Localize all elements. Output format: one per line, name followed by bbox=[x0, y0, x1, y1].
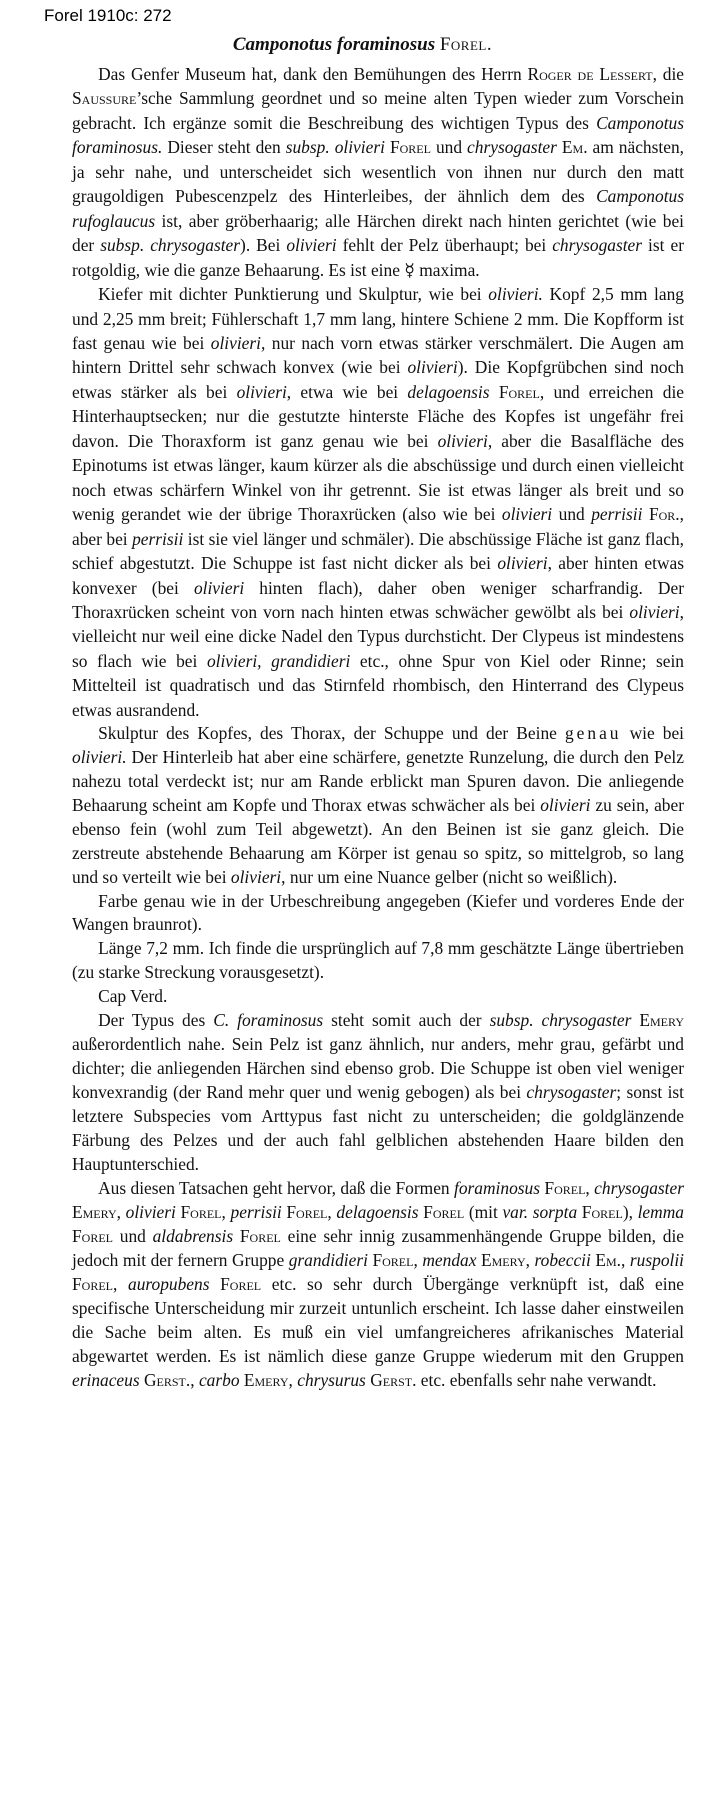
text-run: , bbox=[327, 1202, 337, 1223]
italic-run: grandidieri bbox=[288, 1250, 368, 1271]
text-run: außerordentlich nahe. Sein Pelz ist ganz ähnlich, nur anders, mehr grau, gefärbt und dichter; die anliegenden Härchen sind ebenso grob. Die Schuppe ist oben viel weniger konvexrandig (der Rand mehr quer und wenig gebogen) als bei bbox=[72, 1034, 684, 1102]
italic-run: olivieri bbox=[125, 1202, 176, 1223]
italic-run: chrysogaster bbox=[526, 1081, 617, 1102]
smallcaps-run: Roger de Lessert bbox=[527, 64, 653, 84]
italic-run: olivieri bbox=[437, 430, 488, 451]
text-run: am nächsten, ja sehr nahe, und unterscheidet sich wesentlich von ihnen nur durch den matt graugoldigen Pubescenzpelz des Hinterleibes, der ähnlich dem des bbox=[72, 137, 684, 207]
text-run: und bbox=[113, 1226, 153, 1247]
text-run: zu sein, aber ebenso fein (wohl zum Teil abgewetzt). An den Beinen ist sie ganz gleich. Die zerstreute abstehende Behaarung am Körper ist genau so spitz, so mittelgrob, so lang und so verteilt wie bei bbox=[72, 794, 684, 887]
paragraph-head-thorax bbox=[72, 282, 684, 722]
paragraph-length bbox=[72, 937, 684, 985]
smallcaps-run: Emery bbox=[639, 1010, 684, 1031]
text-run: und bbox=[430, 137, 468, 158]
italic-run: auropubens bbox=[128, 1274, 210, 1295]
italic-run: ruspolii bbox=[629, 1250, 685, 1271]
text-run: und bbox=[552, 504, 592, 525]
text-run: fehlt der Pelz überhaupt; bei bbox=[336, 235, 553, 256]
italic-run: robeccii bbox=[534, 1250, 591, 1271]
smallcaps-run: Emery bbox=[243, 1370, 289, 1391]
text-run: , bbox=[525, 1250, 535, 1271]
text-run: etc. so sehr durch Übergänge verknüpft ist, daß eine specifische Unterscheidung mir zurzeit untunlich erscheint. Ich lasse daher einstweilen die Sache beim alten. Es muß ein viel umfangreicheres afrikanisches Material abgewartet werden. Es ist nämlich diese ganze Gruppe wiederum mit den Gruppen bbox=[72, 1274, 684, 1367]
italic-run: chrysogaster bbox=[552, 235, 643, 256]
text-run: , aber die Basalfläche des Epinotums ist etwas länger, kaum kürzer als die abschüssige und durch einen vielleicht noch etwas schärfern Winkel von ihr getrennt. Sie ist etwas länger als breit und so wenig gerandet wie der übrige Thoraxrücken (also wie bei bbox=[72, 430, 685, 525]
text-run: ). Die Kopfgrübchen sind noch etwas stärker als bei bbox=[72, 357, 684, 402]
italic-run: olivieri, grandidieri bbox=[206, 650, 351, 671]
italic-run: perrisii bbox=[591, 504, 643, 525]
text-run: , bbox=[621, 1250, 630, 1271]
italic-run: olivieri bbox=[497, 553, 548, 574]
text-run: , bbox=[413, 1250, 423, 1271]
italic-run: erinaceus bbox=[72, 1370, 140, 1391]
italic-run: subsp. chrysogaster bbox=[100, 235, 241, 256]
italic-run: chrysurus bbox=[297, 1370, 366, 1391]
paragraph-comparison bbox=[72, 1009, 684, 1176]
text-run: Aus diesen Tatsachen geht hervor, daß die Formen bbox=[98, 1178, 454, 1199]
body-text bbox=[72, 62, 684, 1392]
text-run: , nur um eine Nuance gelber (nicht so weißlich). bbox=[281, 866, 618, 887]
smallcaps-run: Forel bbox=[423, 1202, 465, 1223]
smallcaps-run: Gerst. bbox=[370, 1370, 417, 1391]
paragraph-locality bbox=[72, 985, 684, 1009]
text-run: , bbox=[113, 1274, 129, 1295]
title-species: Camponotus foraminosus bbox=[232, 34, 436, 55]
text-run: , die bbox=[652, 64, 685, 84]
italic-run: delagoensis bbox=[407, 381, 490, 402]
paragraph-conclusion bbox=[72, 1176, 684, 1392]
paragraph-color bbox=[72, 890, 684, 938]
text-run: Kopf 2,5 mm lang und 2,25 mm breit; Fühlerschaft 1,7 mm lang, hintere Schiene 2 mm. Die Kopfform ist fast genau wie bei bbox=[72, 284, 684, 353]
smallcaps-run: Em. bbox=[561, 137, 588, 158]
text-run: ist er rotgoldig, wie die ganze Behaarung. Es ist eine ☿ maxima. bbox=[72, 235, 684, 280]
italic-run: olivieri, bbox=[210, 332, 266, 353]
text-run bbox=[490, 382, 499, 402]
paragraph-description bbox=[72, 62, 684, 282]
text-run: Dieser steht den bbox=[162, 137, 286, 158]
italic-run: C. foraminosus bbox=[213, 1010, 324, 1031]
text-run: Cap Verd. bbox=[98, 986, 168, 1007]
text-run: , aber bei bbox=[72, 504, 684, 549]
smallcaps-run: For. bbox=[648, 504, 680, 525]
text-run: , vielleicht nur weil eine dicke Nadel den Typus durchsticht. Der Clypeus ist mindestens so flach wie bei bbox=[72, 601, 684, 671]
text-run: ist sie viel länger und schmäler). Die abschüssige Fläche ist ganz flach, schief abgestutzt. Die Schuppe ist fast nicht dicker als bei bbox=[72, 528, 684, 574]
text-run: Kiefer mit dichter Punktierung und Skulptur, wie bei bbox=[98, 284, 489, 305]
text-run: Der Typus des bbox=[98, 1010, 214, 1031]
text-run: , aber hinten etwas konvexer (bei bbox=[72, 553, 684, 598]
text-run: ). Bei bbox=[240, 235, 287, 256]
italic-run: mendax bbox=[422, 1250, 477, 1271]
italic-run: chrysogaster bbox=[467, 137, 557, 158]
italic-run: delagoensis bbox=[336, 1202, 419, 1223]
text-run: etc., ohne Spur von Kiel oder Rinne; sein Mittelteil ist quadratisch und das Stirnfeld rhombisch, den Hinterrand des Clypeus etwas ausrandend. bbox=[72, 650, 685, 720]
text-run: , etwa wie bei bbox=[286, 381, 408, 402]
italic-run: olivieri bbox=[193, 577, 245, 598]
text-run bbox=[233, 1226, 240, 1246]
text-run: , bbox=[190, 1370, 199, 1391]
smallcaps-run: Forel bbox=[389, 137, 431, 158]
text-run: ), bbox=[622, 1202, 638, 1223]
italic-run: Camponotus foraminosus. bbox=[72, 112, 684, 158]
text-run: hinten flach), daher oben weniger scharfrandig. Der Thoraxrücken scheint von vorn nach hinten etwas schwächer gewölbt als bei bbox=[72, 577, 684, 622]
text-run: , bbox=[116, 1202, 126, 1223]
smallcaps-run: Emery bbox=[72, 1202, 117, 1223]
italic-run: olivieri bbox=[230, 866, 282, 887]
italic-run: var. sorpta bbox=[502, 1202, 578, 1223]
text-run: nur nach vorn etwas stärker verschmälert. Die Augen am hintern Drittel sehr schwach konvex (wie bei bbox=[72, 332, 684, 378]
text-run: Der Hinterleib hat aber eine schärfere, genetzte Runzelung, die durch den Pelz nahezu total verdeckt ist; nur am Rande erblickt man Spuren davon. Die anliegende Behaarung scheint am Kopfe und Thorax etwas schwächer als bei bbox=[72, 747, 684, 815]
text-run: etc. ebenfalls sehr nahe verwandt. bbox=[416, 1370, 657, 1391]
spaced-run: genau bbox=[564, 723, 622, 744]
italic-run: perrisii bbox=[132, 528, 184, 549]
text-run: wie bei bbox=[621, 723, 684, 744]
text-run: (mit bbox=[464, 1202, 503, 1223]
italic-run: olivieri bbox=[236, 381, 287, 402]
italic-run: lemma bbox=[637, 1202, 684, 1223]
text-run: ist, aber gröberhaarig; alle Härchen direkt nach hinten gerichtet (wie bei der bbox=[72, 210, 684, 256]
smallcaps-run: Forel bbox=[581, 1202, 623, 1223]
italic-run: chrysogaster bbox=[594, 1178, 684, 1199]
smallcaps-run: Em. bbox=[595, 1250, 622, 1271]
text-run: ’sche Sammlung geordnet und so meine alten Typen wieder zum Vorschein gebracht. Ich ergänze somit die Beschreibung des wichtigen Typus des bbox=[72, 88, 684, 133]
page-title bbox=[0, 34, 725, 56]
text-run: steht somit auch der bbox=[323, 1010, 490, 1031]
text-run: , bbox=[221, 1202, 231, 1223]
smallcaps-run: Forel bbox=[286, 1202, 328, 1223]
smallcaps-run: Forel bbox=[220, 1274, 262, 1295]
smallcaps-run: Forel bbox=[72, 1226, 114, 1247]
smallcaps-run: Forel bbox=[372, 1250, 414, 1271]
text-run: Skulptur des Kopfes, des Thorax, der Schuppe und der Beine bbox=[98, 723, 565, 744]
italic-run: subsp. chrysogaster bbox=[489, 1010, 632, 1031]
text-run: Farbe genau wie in der Urbeschreibung angegeben (Kiefer und vorderes Ende der Wangen braunrot). bbox=[72, 890, 684, 935]
text-run bbox=[210, 1274, 221, 1294]
italic-run: olivieri bbox=[540, 794, 591, 815]
italic-run: olivieri bbox=[501, 504, 553, 525]
source-label: Forel 1910c: 272 bbox=[44, 6, 172, 25]
italic-run: olivieri bbox=[629, 601, 680, 622]
italic-run: olivieri. bbox=[72, 747, 127, 768]
italic-run: olivieri bbox=[407, 357, 458, 378]
smallcaps-run: Forel bbox=[544, 1178, 586, 1199]
text-run: , bbox=[288, 1370, 298, 1391]
title-author: Forel. bbox=[439, 34, 493, 55]
smallcaps-run: Forel bbox=[498, 381, 540, 402]
paragraph-sculpture bbox=[72, 722, 684, 889]
italic-run: aldabrensis bbox=[152, 1226, 234, 1247]
italic-run: perrisii bbox=[230, 1202, 282, 1223]
italic-run: olivieri. bbox=[488, 284, 543, 305]
italic-run: olivieri bbox=[286, 235, 337, 256]
italic-run: subsp. olivieri bbox=[285, 137, 385, 158]
smallcaps-run: Forel bbox=[72, 1274, 114, 1295]
smallcaps-run: Emery bbox=[480, 1250, 526, 1271]
italic-run: Camponotus rufoglaucus bbox=[72, 186, 684, 231]
text-run: Länge 7,2 mm. Ich finde die ursprünglich auf 7,8 mm geschätzte Länge übertrieben (zu starke Streckung vorausgesetzt). bbox=[72, 938, 684, 983]
smallcaps-run: Forel bbox=[180, 1202, 222, 1223]
text-run: , und erreichen die Hinterhauptsecken; nur die gestutzte hinterste Fläche des Kopfes ist ungefähr frei davon. Die Thoraxform ist ganz genau wie bei bbox=[72, 381, 684, 451]
text-run: eine sehr innig zusammenhängende Gruppe bilden, die jedoch mit der fernern Gruppe bbox=[72, 1226, 684, 1271]
smallcaps-run: Gerst. bbox=[143, 1370, 191, 1391]
text-run: Das Genfer Museum hat, dank den Bemühungen des Herrn bbox=[98, 64, 528, 84]
smallcaps-run: Saussure bbox=[72, 88, 137, 109]
smallcaps-run: Forel bbox=[239, 1226, 281, 1247]
text-run: ; sonst ist letztere Subspecies vom Arttypus fast nicht zu unterscheiden; die goldglänzende Färbung des Pelzes und der auch fahl gelblichen abstehenden Haare bilden den Hauptunterschied. bbox=[72, 1081, 685, 1174]
italic-run: foraminosus bbox=[454, 1178, 541, 1199]
italic-run: carbo bbox=[198, 1370, 240, 1391]
text-run: , bbox=[585, 1178, 595, 1199]
